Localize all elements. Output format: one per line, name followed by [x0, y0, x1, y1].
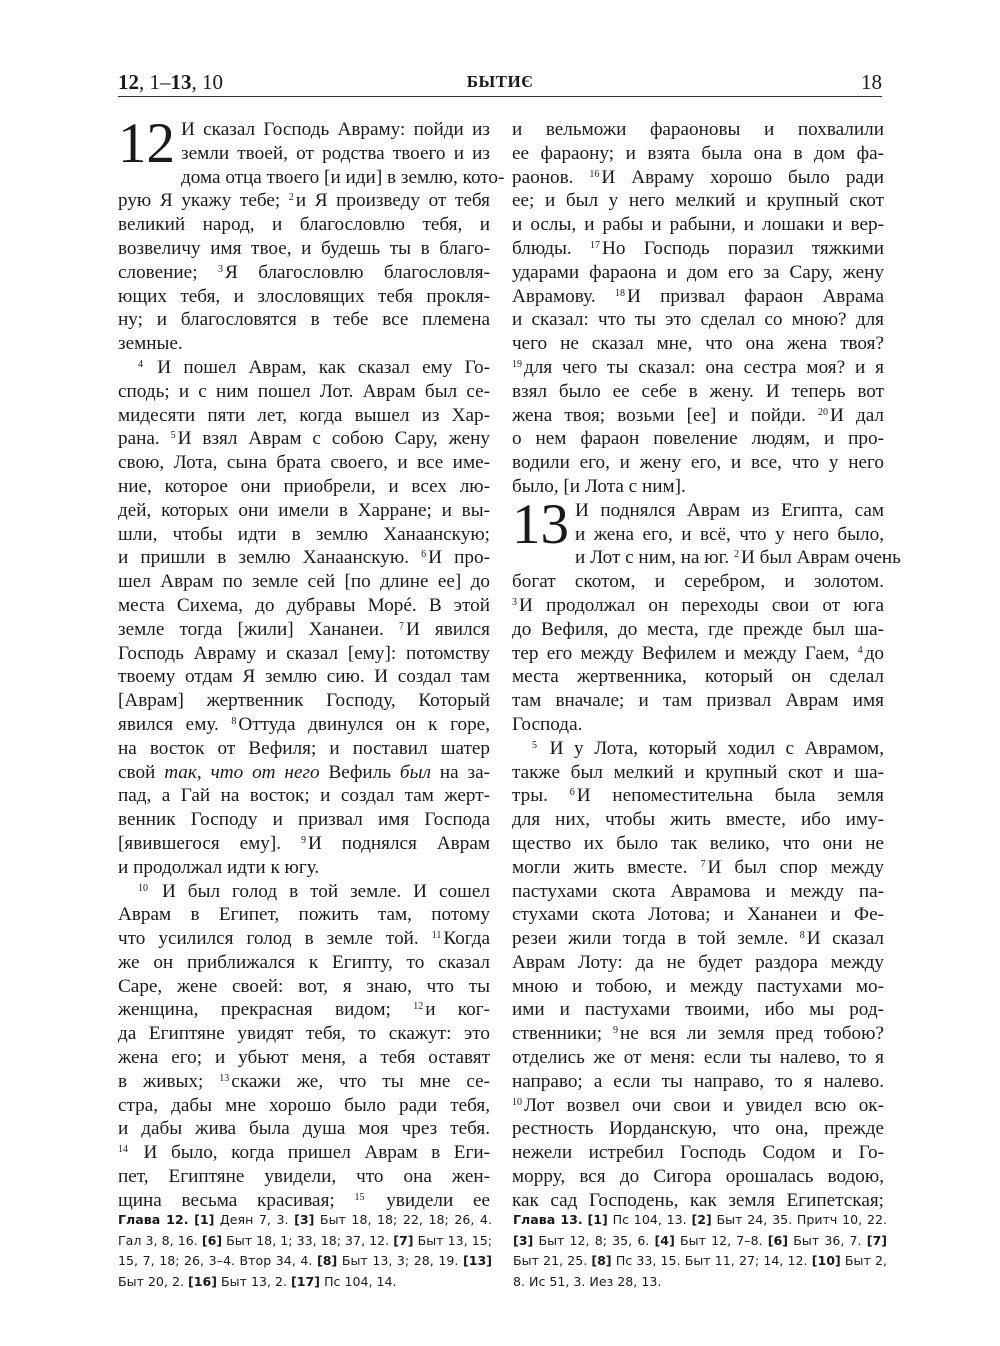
text-run: земле тогда [жили] Хананеи. — [118, 618, 399, 640]
text-line — [118, 618, 490, 642]
text-run: Деян 7, 3. — [214, 1212, 295, 1227]
text-run: Быт 13, 3; 28, 19. — [337, 1253, 463, 1269]
text-line — [118, 380, 490, 404]
verse-number: 12 — [413, 1001, 424, 1013]
text-line — [118, 594, 490, 618]
text-run: И призвал фараон Аврама — [626, 285, 884, 307]
text-run: щество их было так велико, что они не — [512, 832, 884, 854]
text-line — [512, 332, 884, 356]
text-line — [118, 356, 490, 380]
bold-text: [7] — [393, 1232, 414, 1248]
text-line — [512, 689, 884, 713]
text-line — [118, 1165, 490, 1189]
verse-number: 19 — [512, 358, 522, 370]
text-line — [512, 880, 884, 904]
bold-text: [10] — [811, 1253, 841, 1269]
text-run: для чего ты сказал: она сестра моя? и я — [524, 356, 884, 378]
footnotes-chapter-13 — [513, 1210, 887, 1292]
text-line — [118, 499, 490, 523]
text-line — [512, 761, 884, 785]
text-column-right — [512, 118, 901, 1213]
text-line — [512, 1094, 884, 1118]
text-run: Быт 18, 18; 22, 18; 26, 4. Гал 3, 8, 16. — [118, 1212, 492, 1248]
text-run: Быт 2, 8. Ис 51, 3. Иез 28, 13. — [513, 1253, 887, 1289]
bold-text: Глава 12. — [118, 1212, 189, 1227]
text-run: на за- — [430, 761, 491, 783]
text-run: явился ему. — [118, 713, 232, 735]
text-run: на восток от Вефиля; и поставил шатер — [118, 737, 490, 759]
bold-text: [16] — [187, 1273, 218, 1289]
text-line — [512, 975, 884, 999]
text-run: дей, которых они имели в Харране; и вы- — [118, 499, 490, 521]
text-line — [512, 166, 884, 190]
text-run: Аврамову. — [512, 285, 615, 307]
text-run: земли твоей, от родства твоего и из — [181, 142, 490, 164]
text-run: Быт 24, 35. Притч 10, 22. — [711, 1212, 887, 1227]
verse-number: 5 — [532, 739, 537, 751]
text-line — [118, 308, 490, 332]
text-run: Быт 13, 2. — [217, 1273, 292, 1289]
text-run: там вначале; и там призвал Аврам имя — [512, 690, 884, 712]
verse-number: 4 — [138, 358, 143, 370]
text-line — [118, 570, 490, 594]
text-run: рана. — [118, 428, 171, 450]
text-run: И было, когда пришел Аврам в Еги- — [130, 1142, 490, 1164]
bold-text: [8] — [316, 1253, 338, 1269]
text-run: Быт 12, 8; 35, 6. — [533, 1232, 655, 1248]
verse-number: 3 — [217, 263, 223, 275]
text-line — [118, 761, 490, 785]
text-line — [118, 689, 490, 713]
text-line — [512, 665, 884, 689]
text-run: резеи жили тогда в той земле. — [512, 928, 800, 950]
text-run: и пришли в землю Ханаанскую. — [118, 547, 422, 569]
text-run: И поднялся Аврам — [308, 832, 490, 854]
text-run: [Аврам] жертвенник Господу, Который — [118, 690, 490, 712]
text-run: дома отца твоего [и иди] в землю, кото- — [181, 166, 505, 188]
text-run: блюды. — [512, 237, 591, 259]
verse-number: 9 — [613, 1025, 619, 1037]
text-line — [118, 475, 490, 499]
text-run: И явился — [405, 618, 490, 640]
text-run: что усилился голод в земле той. — [118, 928, 432, 950]
text-run: увидели ее — [366, 1189, 491, 1211]
text-run: Вефиль — [319, 761, 400, 783]
verse-number: 8 — [231, 715, 237, 727]
text-run: свою, Лота, сына брата своего, и все име- — [118, 452, 490, 474]
verse-number: 7 — [398, 620, 404, 632]
text-run: И у Лота, который ходил с Аврамом, — [539, 737, 884, 759]
text-line — [512, 475, 884, 499]
text-line — [118, 285, 490, 309]
text-run: ственники; — [512, 1023, 614, 1045]
text-run: пет, Египтяне увидели, что она жен- — [118, 1166, 490, 1188]
text-line — [512, 285, 884, 309]
text-run: Но Господь поразил тяжкими — [602, 237, 884, 259]
text-line — [118, 880, 490, 904]
text-run: да Египтяне увидят тебя, то скажут: это — [118, 1023, 490, 1045]
text-run: И дал — [830, 404, 884, 426]
verse-number: 13 — [219, 1072, 230, 1084]
text-line — [118, 427, 490, 451]
text-line — [118, 546, 490, 570]
text-line — [512, 951, 884, 975]
text-run: раонов. — [512, 166, 590, 188]
text-run: великий народ, и благословлю тебя, и — [118, 214, 490, 236]
text-line — [512, 308, 884, 332]
text-line — [118, 903, 490, 927]
text-run: И сказал — [806, 928, 884, 950]
text-run: , 10 — [191, 70, 223, 94]
text-line — [512, 737, 884, 761]
text-run: [явившегося ему]. — [118, 832, 302, 854]
text-run: тер его между Вефилем и между Гаем, — [512, 642, 858, 664]
text-run: рую Я укажу тебе; — [118, 190, 289, 212]
verse-number: 2 — [733, 549, 739, 561]
text-run: Оттуда двинулся он к горе, — [238, 713, 490, 735]
bold-text: [2] — [691, 1212, 712, 1227]
text-line — [512, 808, 884, 832]
text-run: Быт 12, 7–8. — [674, 1232, 768, 1248]
text-run: мною и тобою, и между пастухами мо- — [512, 975, 884, 997]
page-number: 18 — [861, 70, 882, 94]
text-run: словение; — [118, 261, 218, 283]
text-run: морру, вся до Сигора орошалась водою, — [512, 1166, 884, 1188]
text-line — [118, 1070, 490, 1094]
verse-number: 6 — [421, 549, 427, 561]
text-line — [118, 927, 490, 951]
text-line — [118, 189, 490, 213]
text-run: отделись же от меня: если ты налево, то я — [512, 1047, 884, 1069]
verse-number: 18 — [614, 287, 625, 299]
text-run: Аврам в Египет, пожить там, потому — [118, 904, 490, 926]
text-line — [512, 618, 884, 642]
text-line — [118, 237, 490, 261]
text-line — [118, 1046, 490, 1070]
text-run: И поднялся Аврам из Египта, сам — [575, 499, 884, 521]
bold-text: [6] — [201, 1232, 223, 1248]
text-line — [118, 975, 490, 999]
text-run: И Авраму хорошо было ради — [601, 166, 884, 188]
verse-number: 6 — [569, 787, 575, 799]
text-line — [118, 404, 490, 428]
text-run: же он приближался к Египту, то сказал — [118, 951, 490, 973]
text-line — [118, 856, 490, 880]
text-run: и Лот с ним, на юг. — [575, 547, 734, 569]
text-run: пастухами скота Аврамова и между па- — [512, 880, 884, 902]
text-run: места Сихема, до дубравы Морé. В этой — [118, 594, 490, 616]
bold-text: 12 — [118, 70, 139, 94]
text-line — [512, 927, 884, 951]
text-run: шел Аврам по земле сей [по длине ее] до — [118, 571, 490, 593]
text-run: нежели истребил Господь Содом и Го- — [512, 1142, 884, 1164]
text-run: И был Аврам очень — [740, 547, 901, 569]
text-run: возвеличу имя твое, и будешь ты в благо- — [118, 237, 490, 259]
italic-text: был — [399, 761, 431, 783]
verse-number: 9 — [301, 834, 307, 846]
text-run: ими и пастухами твоими, ибо мы род- — [512, 999, 884, 1021]
text-run: Аврам Лоту: да не будет раздора между — [512, 951, 884, 973]
verse-number: 10 — [138, 882, 148, 894]
text-run: как сад Господень, как земля Египетская; — [512, 1189, 884, 1211]
text-run: ее фараону; и взята была она в дом фа- — [512, 142, 884, 164]
text-run: Быт 36, 7. — [788, 1232, 867, 1248]
text-line — [512, 118, 884, 142]
verse-number: 15 — [354, 1191, 365, 1203]
bold-text: [3] — [294, 1212, 315, 1227]
text-line — [118, 261, 490, 285]
text-run: Лот возвел очи свои и увидел всю ок- — [524, 1094, 884, 1116]
book-title: БЫТИЄ — [466, 72, 534, 91]
text-run: И непоместительна была земля — [576, 785, 884, 807]
text-run: ну; и благословятся в тебе все племена — [118, 309, 490, 331]
verse-number: 20 — [818, 406, 828, 418]
verse-number: 8 — [799, 930, 805, 942]
text-run: твоему отдам Я землю сию. И создал там — [118, 666, 490, 688]
text-column-left — [118, 112, 505, 1213]
text-line — [512, 142, 884, 166]
text-line — [512, 1141, 884, 1165]
text-line — [512, 427, 884, 451]
text-line — [118, 523, 490, 547]
text-line — [118, 332, 490, 356]
text-run: Быт 18, 1; 33, 18; 37, 12. — [222, 1232, 394, 1248]
text-line — [118, 713, 490, 737]
bold-text: [8] — [591, 1253, 612, 1269]
text-run: мидесяти пяти лет, когда вышел из Хар- — [118, 404, 490, 426]
text-line — [512, 189, 884, 213]
text-run: женщина, прекрасная видом; — [118, 999, 414, 1021]
text-run: водили его, и жену его, и все, что у него — [512, 452, 884, 474]
text-line — [512, 832, 884, 856]
text-line — [118, 665, 490, 689]
text-line — [118, 737, 490, 761]
text-run: Быт 13, 15; 15, 7, 18; 26, 3–4. Втор 34, 4. — [118, 1232, 492, 1269]
text-run: И был голод в той земле. И сошел — [150, 880, 490, 902]
text-line — [118, 1094, 490, 1118]
text-run: Пс 104, 14. — [320, 1273, 397, 1289]
verse-number: 3 — [512, 596, 517, 608]
text-run: и жена его, и всё, что у него было, — [575, 523, 884, 545]
text-run: чего не сказал мне, что она жена твоя? — [512, 333, 884, 355]
bold-text: [4] — [654, 1232, 675, 1248]
text-line — [512, 1117, 884, 1141]
text-run: в живых; — [118, 1070, 220, 1092]
text-run: о нем фараон повеление людям, и про- — [512, 428, 884, 450]
text-run: и сказал: что ты это сделал со мною? для — [512, 309, 884, 331]
text-run: до — [864, 642, 884, 664]
bold-text: [1] — [587, 1212, 608, 1227]
text-run: И сказал Господь Авраму: пойди из — [181, 119, 490, 140]
text-run: Когда — [443, 928, 490, 950]
verse-number: 17 — [590, 239, 601, 251]
running-header — [118, 70, 882, 97]
text-run: жена его; и убьют меня, а тебя оставят — [118, 1047, 490, 1069]
text-run: стра, дабы мне хорошо было ради тебя, — [118, 1094, 490, 1116]
text-line — [512, 1165, 884, 1189]
text-run: ние, которое они приобрели, и всех лю- — [118, 475, 490, 497]
text-run: направо; а если ты направо, то я налево. — [512, 1070, 884, 1092]
text-line — [118, 1022, 490, 1046]
text-line — [118, 784, 490, 808]
text-run: Господа. — [512, 713, 583, 735]
text-line — [512, 570, 884, 594]
text-run: и вельможи фараоновы и похвалили — [512, 119, 884, 140]
bold-text: Глава 13. — [513, 1212, 583, 1227]
text-line — [512, 356, 884, 380]
text-line — [118, 998, 490, 1022]
bold-text: [3] — [513, 1232, 534, 1248]
text-run: также был мелкий и крупный скот и ша- — [512, 761, 884, 783]
text-run: стухами скота Лотова; и Хананеи и Фе- — [512, 904, 884, 926]
text-run: Быт 20, 2. — [118, 1273, 188, 1289]
text-line — [512, 1022, 884, 1046]
text-run: места жертвенника, который он сделал — [512, 666, 884, 688]
verse-number: 10 — [512, 1096, 522, 1108]
text-run: могли жить вместе. — [512, 856, 701, 878]
text-run: Быт 21, 25. — [513, 1253, 592, 1269]
text-run: И про- — [428, 547, 490, 569]
footnotes-chapter-12 — [118, 1210, 492, 1292]
text-run: скажи же, что ты мне се- — [231, 1070, 490, 1092]
text-run: и ослы, и рабы и рабыни, и лошаки и вер- — [512, 214, 884, 236]
text-line — [512, 261, 884, 285]
bold-text: [6] — [767, 1232, 789, 1248]
text-run: жена твоя; возьми [ее] и пойди. — [512, 404, 818, 426]
verse-number: 7 — [700, 858, 706, 870]
text-line — [118, 1141, 490, 1165]
text-run: И взял Аврам с собою Сару, жену — [177, 428, 490, 450]
text-run: тры. — [512, 785, 570, 807]
text-run: Саре, жене своей: вот, я знаю, что ты — [118, 975, 490, 997]
text-run: взял было ее себе в жену. И теперь вот — [512, 380, 884, 402]
bold-text: [13] — [462, 1253, 492, 1269]
text-run: , 1– — [139, 70, 171, 94]
text-line — [512, 237, 884, 261]
text-run: щина весьма красивая; — [118, 1189, 355, 1211]
text-run: и дабы жива была душа моя чрез тебя. — [118, 1118, 490, 1140]
text-run: не вся ли земля пред тобою? — [620, 1023, 884, 1045]
text-line — [512, 998, 884, 1022]
text-run: Пс 104, 13. — [607, 1212, 692, 1227]
text-line — [512, 380, 884, 404]
text-run: И пошел Аврам, как сказал ему Го- — [145, 356, 490, 378]
text-line — [118, 213, 490, 237]
text-run: и продолжал идти к югу. — [118, 856, 320, 878]
text-run: ее; и был у него мелкий и крупный скот — [512, 190, 884, 212]
text-line — [512, 404, 884, 428]
text-run: Пс 33, 15. Быт 11, 27; 14, 12. — [611, 1253, 812, 1269]
text-line — [512, 451, 884, 475]
chapter-number: 13 — [512, 492, 569, 556]
bold-text: [17] — [291, 1273, 321, 1289]
text-run: шли, чтобы идти в землю Ханаанскую; — [118, 523, 490, 545]
text-line — [512, 213, 884, 237]
verse-number: 16 — [589, 168, 600, 180]
verse-number: 4 — [857, 644, 863, 656]
text-line — [512, 784, 884, 808]
verse-number: 5 — [170, 430, 176, 442]
text-line — [118, 951, 490, 975]
text-run: Я благословлю благословля- — [224, 261, 490, 283]
text-run: для них, чтобы жить вместе, ибо иму- — [512, 809, 884, 831]
text-line — [512, 713, 884, 737]
text-run: свой — [118, 761, 165, 783]
text-line — [512, 903, 884, 927]
bold-text: [1] — [194, 1212, 215, 1227]
italic-text: так, что от него — [164, 761, 320, 783]
text-line — [512, 1070, 884, 1094]
text-run: Господь Авраму и сказал [ему]: потомству — [118, 642, 490, 664]
text-line — [118, 1117, 490, 1141]
text-run: ударами фараона и дом его за Сару, жену — [512, 261, 884, 283]
text-line — [512, 642, 884, 666]
text-run: венник Господу и призвал имя Господа — [118, 809, 490, 831]
text-run: пад, а Гай на восток; и создал там жерт- — [118, 785, 490, 807]
text-run: было, [и Лота с ним]. — [512, 475, 686, 497]
text-run: и Я произведу от тебя — [295, 190, 490, 212]
text-run: сподь; и с ним пошел Лот. Аврам был се- — [118, 380, 490, 402]
text-run: ющих тебя, и злословящих тебя прокля- — [118, 285, 490, 307]
text-line — [118, 451, 490, 475]
text-line — [512, 594, 884, 618]
text-run: рестность Иорданскую, что она, прежде — [512, 1118, 884, 1140]
text-run: до Вефиля, до места, где прежде был ша- — [512, 618, 884, 640]
verse-number: 14 — [118, 1144, 128, 1156]
text-run: земные. — [118, 333, 183, 355]
chapter-number: 12 — [118, 112, 175, 175]
text-run: И был спор между — [707, 856, 884, 878]
text-line — [118, 832, 490, 856]
text-line — [118, 642, 490, 666]
text-line — [118, 808, 490, 832]
verse-number: 2 — [288, 192, 294, 204]
text-run: и ког- — [425, 999, 490, 1021]
text-run: И продолжал он переходы свои от юга — [519, 594, 884, 616]
bold-text: [7] — [866, 1232, 887, 1248]
text-line — [512, 856, 884, 880]
bold-text: 13 — [170, 70, 192, 94]
text-run: богат скотом, и серебром, и золотом. — [512, 571, 884, 593]
verse-number: 11 — [431, 930, 442, 942]
text-line — [512, 1046, 884, 1070]
